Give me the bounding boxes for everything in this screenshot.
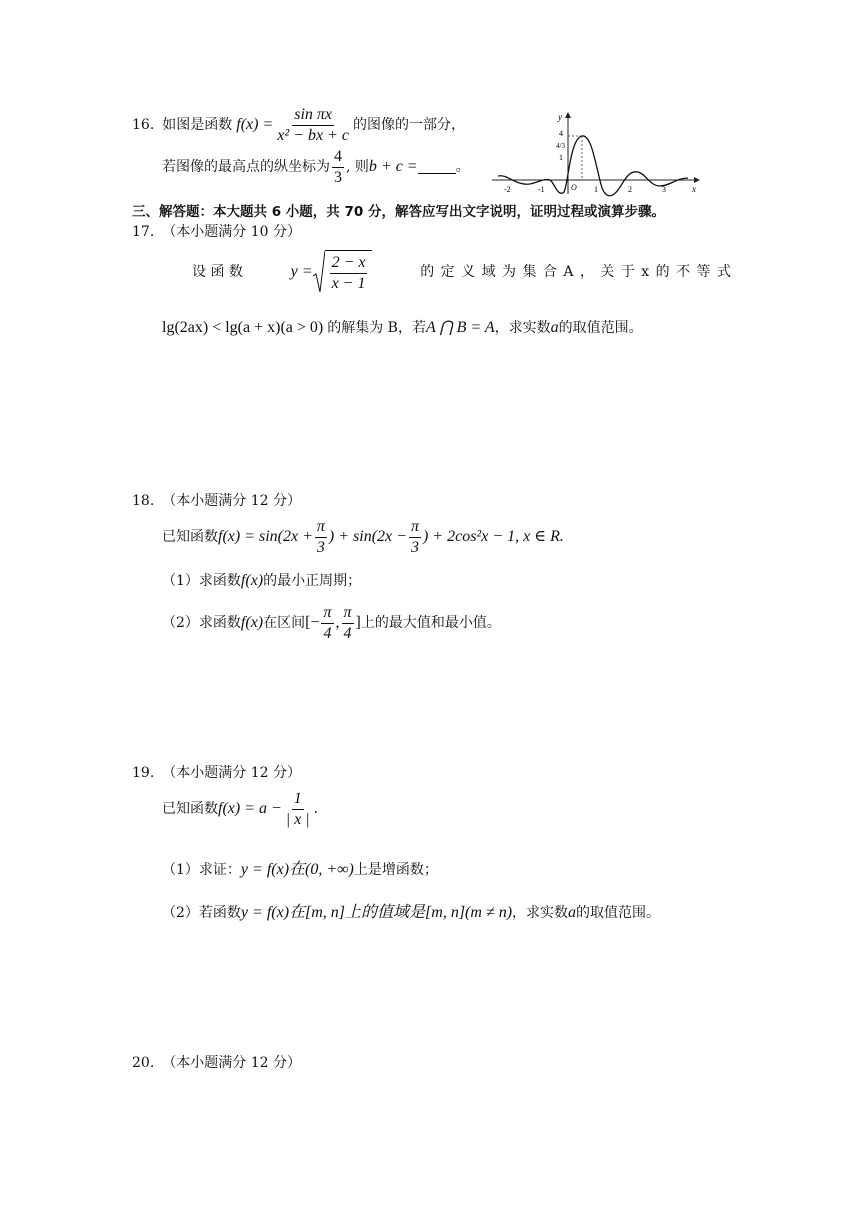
- q18-p2-a: （2）求函数: [162, 615, 241, 632]
- x-axis-label: x: [692, 184, 696, 194]
- q18-f-a: f(x) = sin(2x +: [218, 528, 313, 546]
- q17-p2-b: ，求实数: [494, 320, 551, 336]
- q16-line2: [162, 148, 470, 186]
- y-tick-1: 1: [559, 153, 563, 162]
- x-tick-2: 2: [628, 185, 632, 194]
- q16-line1: [132, 106, 465, 144]
- q16-max-denominator: 3: [334, 168, 342, 186]
- q20-number: 20.: [132, 1055, 155, 1071]
- q16-f-denominator: x² − bx + c: [277, 126, 349, 144]
- q19-number: 19.: [132, 765, 155, 781]
- pi: π: [409, 518, 421, 538]
- q19-p2-c: 的取值范围。: [576, 905, 661, 921]
- q19-p1-a: （1）求证：: [162, 862, 241, 878]
- q17-number: 17.: [132, 224, 155, 240]
- q18-p1-b: 的最小正周期；: [263, 573, 362, 589]
- q16-function-graph: [488, 108, 706, 198]
- q18-pi-over-3-b: [409, 518, 421, 556]
- q20-score: （本小题满分 12 分）: [162, 1055, 301, 1071]
- q19-part1: [162, 862, 438, 878]
- q19-f-a: f(x) = a −: [218, 800, 282, 818]
- q18-score: （本小题满分 12 分）: [162, 493, 301, 509]
- q16-text-a: 如图是函数: [162, 117, 233, 134]
- q17-p1-a: 设 函 数: [192, 264, 243, 280]
- origin-label: O: [571, 183, 577, 192]
- q19-p1-expr: y = f(x)在(0, +∞): [240, 861, 354, 878]
- q17-var-a: a: [550, 319, 559, 336]
- q18-number: 18.: [132, 493, 155, 509]
- q18-fx: f(x): [240, 614, 264, 632]
- q18-p2-c: 上的最大值和最小值。: [360, 615, 501, 632]
- q18-p2-b: 在区间: [263, 615, 306, 632]
- q16-number: 16.: [132, 117, 155, 134]
- sin-curve: [498, 136, 688, 196]
- q19-abs-x: | x |: [285, 810, 310, 828]
- q17-sqrt: [313, 250, 373, 294]
- four: 4: [343, 624, 352, 642]
- q18-header: [132, 494, 301, 508]
- q18-f-c: ) + 2cos²x − 1, x ∈ R.: [422, 528, 564, 546]
- q16-text-c: 若图像的最高点的纵坐标为: [162, 159, 330, 176]
- q18-f-b: ) + sin(2x −: [328, 528, 407, 546]
- q18-pi-over-4-b: [342, 604, 354, 642]
- three: 3: [316, 538, 325, 556]
- q16-text-d: , 则: [346, 159, 369, 176]
- x-tick-3: 3: [662, 185, 666, 194]
- x-axis-arrow: [694, 177, 700, 183]
- q18-part1: [162, 573, 361, 589]
- pi: π: [342, 604, 354, 624]
- q19-p2-expr: y = f(x)在[m, n]上的值域是[m, n](m ≠ n): [240, 904, 513, 921]
- q16-function-fraction: [275, 106, 351, 144]
- q19-fraction: [284, 790, 312, 828]
- q19-p2-b: ，求实数: [512, 905, 569, 921]
- q16-max-numerator: 4: [332, 148, 344, 168]
- q18-pi-over-4-a: [321, 604, 333, 642]
- q16-expr: b + c =: [368, 158, 418, 176]
- section3-heading: 三、解答题：本大题共 6 小题，共 70 分，解答应写出文字说明，证明过程或演算步骤。: [132, 204, 665, 220]
- q16-f-lhs: f(x) =: [236, 116, 274, 134]
- q19-intro: 已知函数: [162, 801, 218, 818]
- pi: π: [315, 518, 327, 538]
- q18-intro: 已知函数: [162, 529, 218, 546]
- q17-p2-c: 的取值范围。: [558, 320, 643, 336]
- q18-pi-over-3-a: [315, 518, 327, 556]
- q16-answer-blank[interactable]: [418, 161, 456, 174]
- q17-p1-b: 的 定 义 域 为 集 合 A ， 关 于 x 的 不 等 式: [420, 264, 732, 280]
- q19-p1-b: 上是增函数；: [353, 862, 438, 878]
- q17-header: [132, 225, 301, 239]
- q16-end: 。: [455, 159, 470, 176]
- q18-function-line: [162, 518, 564, 556]
- q16-text-b: 的图像的一部分，: [352, 117, 465, 134]
- q18-comma: ,: [335, 614, 340, 632]
- q18-int-left: [−: [305, 614, 320, 632]
- y-axis-label: y: [558, 112, 562, 122]
- y-axis-arrow: [565, 112, 571, 118]
- q19-p2-a: （2）若函数: [162, 905, 241, 921]
- q19-score: （本小题满分 12 分）: [162, 765, 301, 781]
- q19-var-a: a: [568, 904, 577, 921]
- x-tick-neg1: -1: [538, 185, 545, 194]
- x-tick-neg2: -2: [504, 185, 511, 194]
- q19-one: 1: [292, 790, 304, 810]
- q17-line1: [192, 250, 732, 294]
- q19-function-line: [162, 790, 318, 828]
- q18-part2: [162, 604, 501, 642]
- pi: π: [321, 604, 333, 624]
- q17-p2-a: 的解集为 B，若: [327, 320, 426, 336]
- q19-dot: .: [313, 800, 318, 818]
- q19-part2: [162, 905, 660, 921]
- four: 4: [323, 624, 332, 642]
- q17-line2: [162, 320, 643, 336]
- q16-max-fraction: [332, 148, 344, 186]
- x-tick-1: 1: [594, 185, 598, 194]
- three: 3: [410, 538, 419, 556]
- q20-header: [132, 1056, 301, 1070]
- sqrt-sign: [313, 250, 325, 294]
- q16-f-numerator: sin πx: [292, 106, 334, 126]
- q18-fx: f(x): [240, 572, 264, 589]
- q17-rad-denominator: x − 1: [331, 275, 366, 292]
- q17-rad-numerator: 2 − x: [330, 254, 368, 274]
- y-tick-4-3: 4/3: [556, 142, 565, 150]
- q17-inequality: lg(2ax) < lg(a + x)(a > 0): [162, 319, 324, 336]
- q17-condition: A ⋂ B = A: [425, 319, 495, 336]
- q17-y-eq: y =: [290, 263, 313, 280]
- q17-score: （本小题满分 10 分）: [162, 224, 301, 240]
- y-tick-4: 4: [559, 129, 563, 138]
- q19-header: [132, 766, 301, 780]
- q18-p1-a: （1）求函数: [162, 573, 241, 589]
- q18-int-right: ]: [355, 614, 361, 632]
